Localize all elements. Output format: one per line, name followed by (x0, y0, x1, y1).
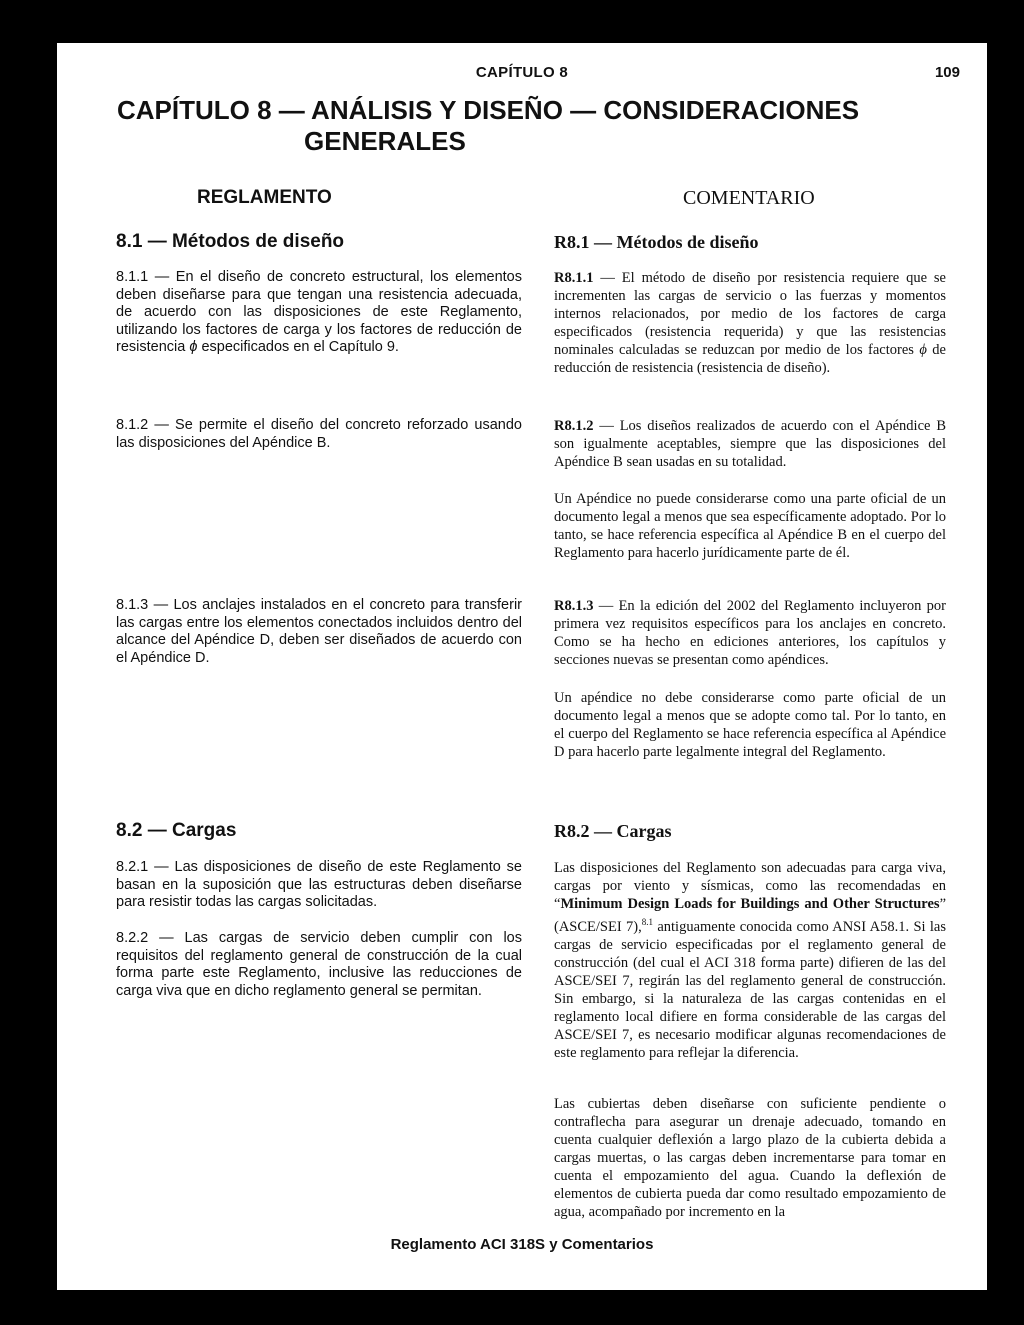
chapter-title (117, 95, 897, 157)
section-r8-1-heading: R8.1 — Métodos de diseño (554, 232, 759, 252)
column-heading-comentario: COMENTARIO (683, 187, 815, 209)
paragraph-r8-1-2-cont: Un Apéndice no puede considerarse como una parte oficial de un documento legal a menos que sea específicamente adoptado. Por lo tanto, se hace referencia específica al Apéndice B en el cuerpo del Reglamento para hacerlo jurídicamente parte de él. (554, 491, 946, 561)
paragraph-text: — Las disposiciones de diseño de este Reglamento se basan en la suposición que las estructuras deben diseñarse para resistir todas las cargas solicitadas. (116, 859, 522, 910)
paragraph-text: — Las cargas de servicio deben cumplir con los requisitos del reglamento general de construcción de la cual forma parte este Reglamento, inclusive las reducciones de carga viva que en dicho reglamento general se permitan. (116, 930, 522, 999)
paragraph-text: Las disposiciones del Reglamento son adecuadas para carga viva, cargas por viento y sísmicas, como las recomendadas en “ (554, 860, 946, 912)
chapter-title-line1: CAPÍTULO 8 — ANÁLISIS Y DISEÑO — CONSIDERACIONES (117, 95, 860, 125)
paragraph-r8-1-3 (554, 597, 946, 669)
paragraph-r8-2-2: Las cubiertas deben diseñarse con suficiente pendiente o contraflecha para asegurar un drenaje adecuado, tomando en cuenta cualquier deflexión a largo plazo de la cubierta debida a cargas muertas, o las cargas deben incrementarse para tomar en cuenta el empozamiento del agua. Cuando la deflexión de elementos de cubierta pueda dar como resultado empozamiento de agua, acompañado por incremento en la (554, 1096, 946, 1220)
paragraph-number: 8.2.1 (116, 859, 149, 875)
paragraph-number: 8.1.1 (116, 269, 149, 285)
paragraph-number: 8.1.2 (116, 417, 149, 433)
paragraph-8-1-1 (116, 269, 522, 357)
page-number: 109 (934, 64, 960, 81)
running-header: CAPÍTULO 8 (475, 64, 569, 81)
paragraph-r8-1-3-cont: Un apéndice no debe considerarse como parte oficial de un documento legal a menos que se adopte como tal. Por lo tanto, en el cuerpo del Reglamento se hace referencia específica al Apéndice D para hacerlo parte legalmente integral del Reglamento. (554, 690, 946, 760)
paragraph-text: antiguamente conocida como ANSI A58.1. Si las cargas de servicio especificadas por el reglamento general de construcción (del cual el ACI 318 forma parte) difieren de las del ASCE/SEI 7, regirán las del reglamento general de construcción. Sin embargo, si la naturaleza de las cargas contenidas en el reglamento local difiere en forma considerable de las cargas del ASCE/SEI 7, es necesario modificar algunas recomendaciones de este reglamento para reflejar la diferencia. (554, 918, 946, 1061)
paragraph-text: — Se permite el diseño del concreto reforzado usando las disposiciones del Apéndice B. (116, 417, 522, 451)
page-footer: Reglamento ACI 318S y Comentarios (390, 1236, 654, 1253)
paragraph-text: ” (ASCE/SEI 7), (554, 896, 946, 935)
paragraph-8-1-2 (116, 417, 522, 452)
paragraph-r8-2-1 (554, 859, 946, 1062)
paragraph-text: — Los diseños realizados de acuerdo con el Apéndice B son igualmente aceptables, siempre que las disposiciones del Apéndice B sean usadas en su totalidad. (554, 418, 946, 470)
paragraph-text-end: especificados en el Capítulo 9. (197, 339, 399, 355)
paragraph-number: R8.1.2 (554, 418, 594, 434)
reference-superscript: 8.1 (641, 917, 653, 927)
column-heading-reglamento: REGLAMENTO (197, 187, 332, 208)
paragraph-8-2-2 (116, 930, 522, 1000)
paragraph-8-2-1 (116, 859, 522, 912)
phi-symbol: ϕ (189, 339, 198, 355)
paragraph-number: 8.1.3 (116, 597, 149, 613)
section-r8-2-heading: R8.2 — Cargas (554, 821, 672, 841)
chapter-title-line2: GENERALES (304, 126, 466, 156)
paragraph-number: R8.1.1 (554, 270, 594, 286)
paragraph-text-end: de reducción de resistencia (resistencia de diseño). (554, 342, 946, 376)
phi-symbol: ϕ (919, 342, 927, 358)
paragraph-r8-1-1 (554, 269, 946, 377)
paragraph-text: — Los anclajes instalados en el concreto para transferir las cargas entre los elementos conectados incluidos dentro del alcance del Apéndice D, deben ser diseñados de acuerdo con el Apéndice D. (116, 597, 522, 666)
paragraph-text: — El método de diseño por resistencia requiere que se incrementen las cargas de servicio o las fuerzas y momentos internos relacionados, por medio de los factores de carga especificados (resistencia requerida) y que las resistencias nominales calculadas se reduzcan por medio de los factores (554, 270, 946, 358)
paragraph-number: 8.2.2 (116, 930, 149, 946)
section-8-2-heading: 8.2 — Cargas (116, 820, 237, 841)
paragraph-8-1-3 (116, 597, 522, 667)
paragraph-number: R8.1.3 (554, 598, 594, 614)
document-page (57, 43, 987, 1290)
paragraph-r8-1-2 (554, 417, 946, 471)
paragraph-text: — En la edición del 2002 del Reglamento incluyeron por primera vez requisitos específicos para los anclajes en concreto. Como se ha hecho en ediciones anteriores, los capítulos y secciones nuevas se presentan como apéndices. (554, 598, 946, 668)
section-8-1-heading: 8.1 — Métodos de diseño (116, 231, 345, 252)
paragraph-text: — En el diseño de concreto estructural, los elementos deben diseñarse para que tengan una resistencia adecuada, de acuerdo con las disposiciones de este Reglamento, utilizando los factores de carga y los factores de reducción de resistencia (116, 269, 522, 355)
reference-title: Minimum Design Loads for Buildings and Other Structures (560, 896, 940, 912)
